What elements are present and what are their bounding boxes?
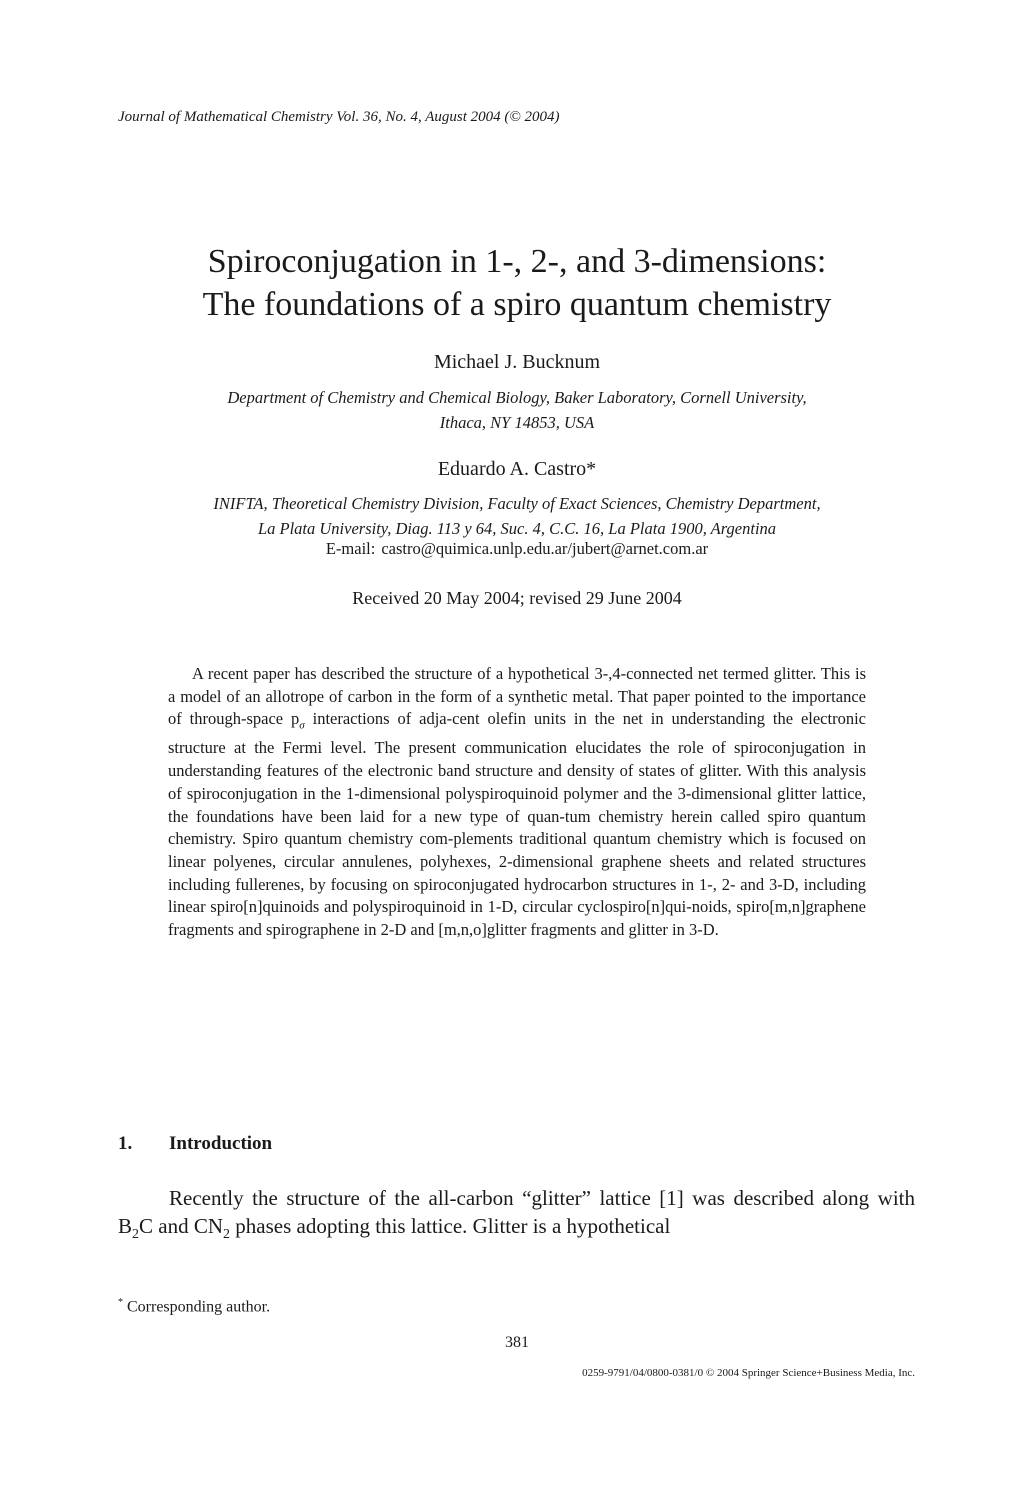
footnote: [118, 1297, 270, 1316]
intro-subscript-b: 2: [132, 1227, 140, 1243]
footnote-text: Corresponding author.: [127, 1298, 271, 1316]
footnote-mark: *: [118, 1297, 123, 1308]
received-dates: Received 20 May 2004; revised 29 June 2004: [352, 588, 682, 608]
author-email: [0, 539, 1034, 559]
section-title: Introduction: [169, 1133, 273, 1154]
abstract-text-2: interactions of adja-cent olefin units in the net in understanding the electronic structure at the Fermi level. The present communication elucidates the role of spiroconjugation in understanding features of the electronic band structure and density of states of glitter. With this analysis of spiroconjugation in the 1-dimensional polyspiroquinoid polymer and the 3-dimensional glitter lattice, the foundations have been laid for a new type of quan-tum chemistry herein called spiro quantum chemistry. Spiro quantum chemistry com-plements traditional quantum chemistry which is focused on linear polyenes, circular annulenes, polyhexes, 2-dimensional graphene sheets and related structures including fullerenes, by focusing on spiroconjugated hydrocarbon structures in 1-, 2- and 3-D, including linear spiro[n]quinoids and polyspiroquinoid in 1-D, circular cyclospiro[n]qui-noids, spiro[m,n]graphene fragments and spirographene in 2-D and [m,n,o]glitter fragments and glitter in 3-D.: [168, 709, 866, 940]
intro-text-b: C and CN: [139, 1214, 224, 1238]
affiliation-2-line-2: La Plata University, Diag. 113 y 64, Suc. 4, C.C. 16, La Plata 1900, Argentina: [257, 519, 777, 538]
author-name-1: Michael J. Bucknum: [433, 351, 601, 373]
journal-header: Journal of Mathematical Chemistry Vol. 36, No. 4, August 2004 (© 2004): [118, 109, 560, 125]
title-line-2: The foundations of a spiro quantum chemistry: [202, 286, 832, 323]
email-address: castro@quimica.unlp.edu.ar/jubert@arnet.com.ar: [381, 539, 709, 558]
author-name-2: Eduardo A. Castro*: [437, 458, 597, 480]
author-affiliation-2: [0, 491, 1034, 541]
author-affiliation-1: [0, 385, 1034, 435]
paper-title: [0, 240, 1034, 326]
title-line-1: Spiroconjugation in 1-, 2-, and 3-dimensions:: [207, 243, 827, 280]
abstract-text-1: A recent paper has described the structure of a hypothetical 3-,4-connected net termed glitter. This is a model of an allotrope of carbon in the form of a synthetic metal. That paper pointed to the importance of through-space p: [168, 664, 866, 729]
intro-subscript-c: 2: [223, 1227, 231, 1243]
copyright-line: 0259-9791/04/0800-0381/0 © 2004 Springer Science+Business Media, Inc.: [582, 1367, 915, 1379]
intro-text-c: phases adopting this lattice. Glitter is a hypothetical: [230, 1214, 671, 1238]
introduction-paragraph: [118, 1184, 915, 1243]
affiliation-1-line-1: Department of Chemistry and Chemical Biology, Baker Laboratory, Cornell University,: [227, 388, 807, 407]
abstract: [168, 663, 866, 942]
affiliation-2-line-1: INIFTA, Theoretical Chemistry Division, Faculty of Exact Sciences, Chemistry Department,: [213, 494, 821, 513]
section-number: 1.: [118, 1133, 133, 1154]
affiliation-1-line-2: Ithaca, NY 14853, USA: [439, 413, 595, 432]
page-number: 381: [505, 1334, 529, 1351]
sigma-subscript: σ: [299, 719, 305, 732]
intro-text-a: Recently the structure of the all-carbon “glitter” lattice [1] was described along with B: [118, 1186, 915, 1238]
section-heading: [118, 1133, 272, 1155]
email-label: E-mail:: [325, 539, 376, 558]
